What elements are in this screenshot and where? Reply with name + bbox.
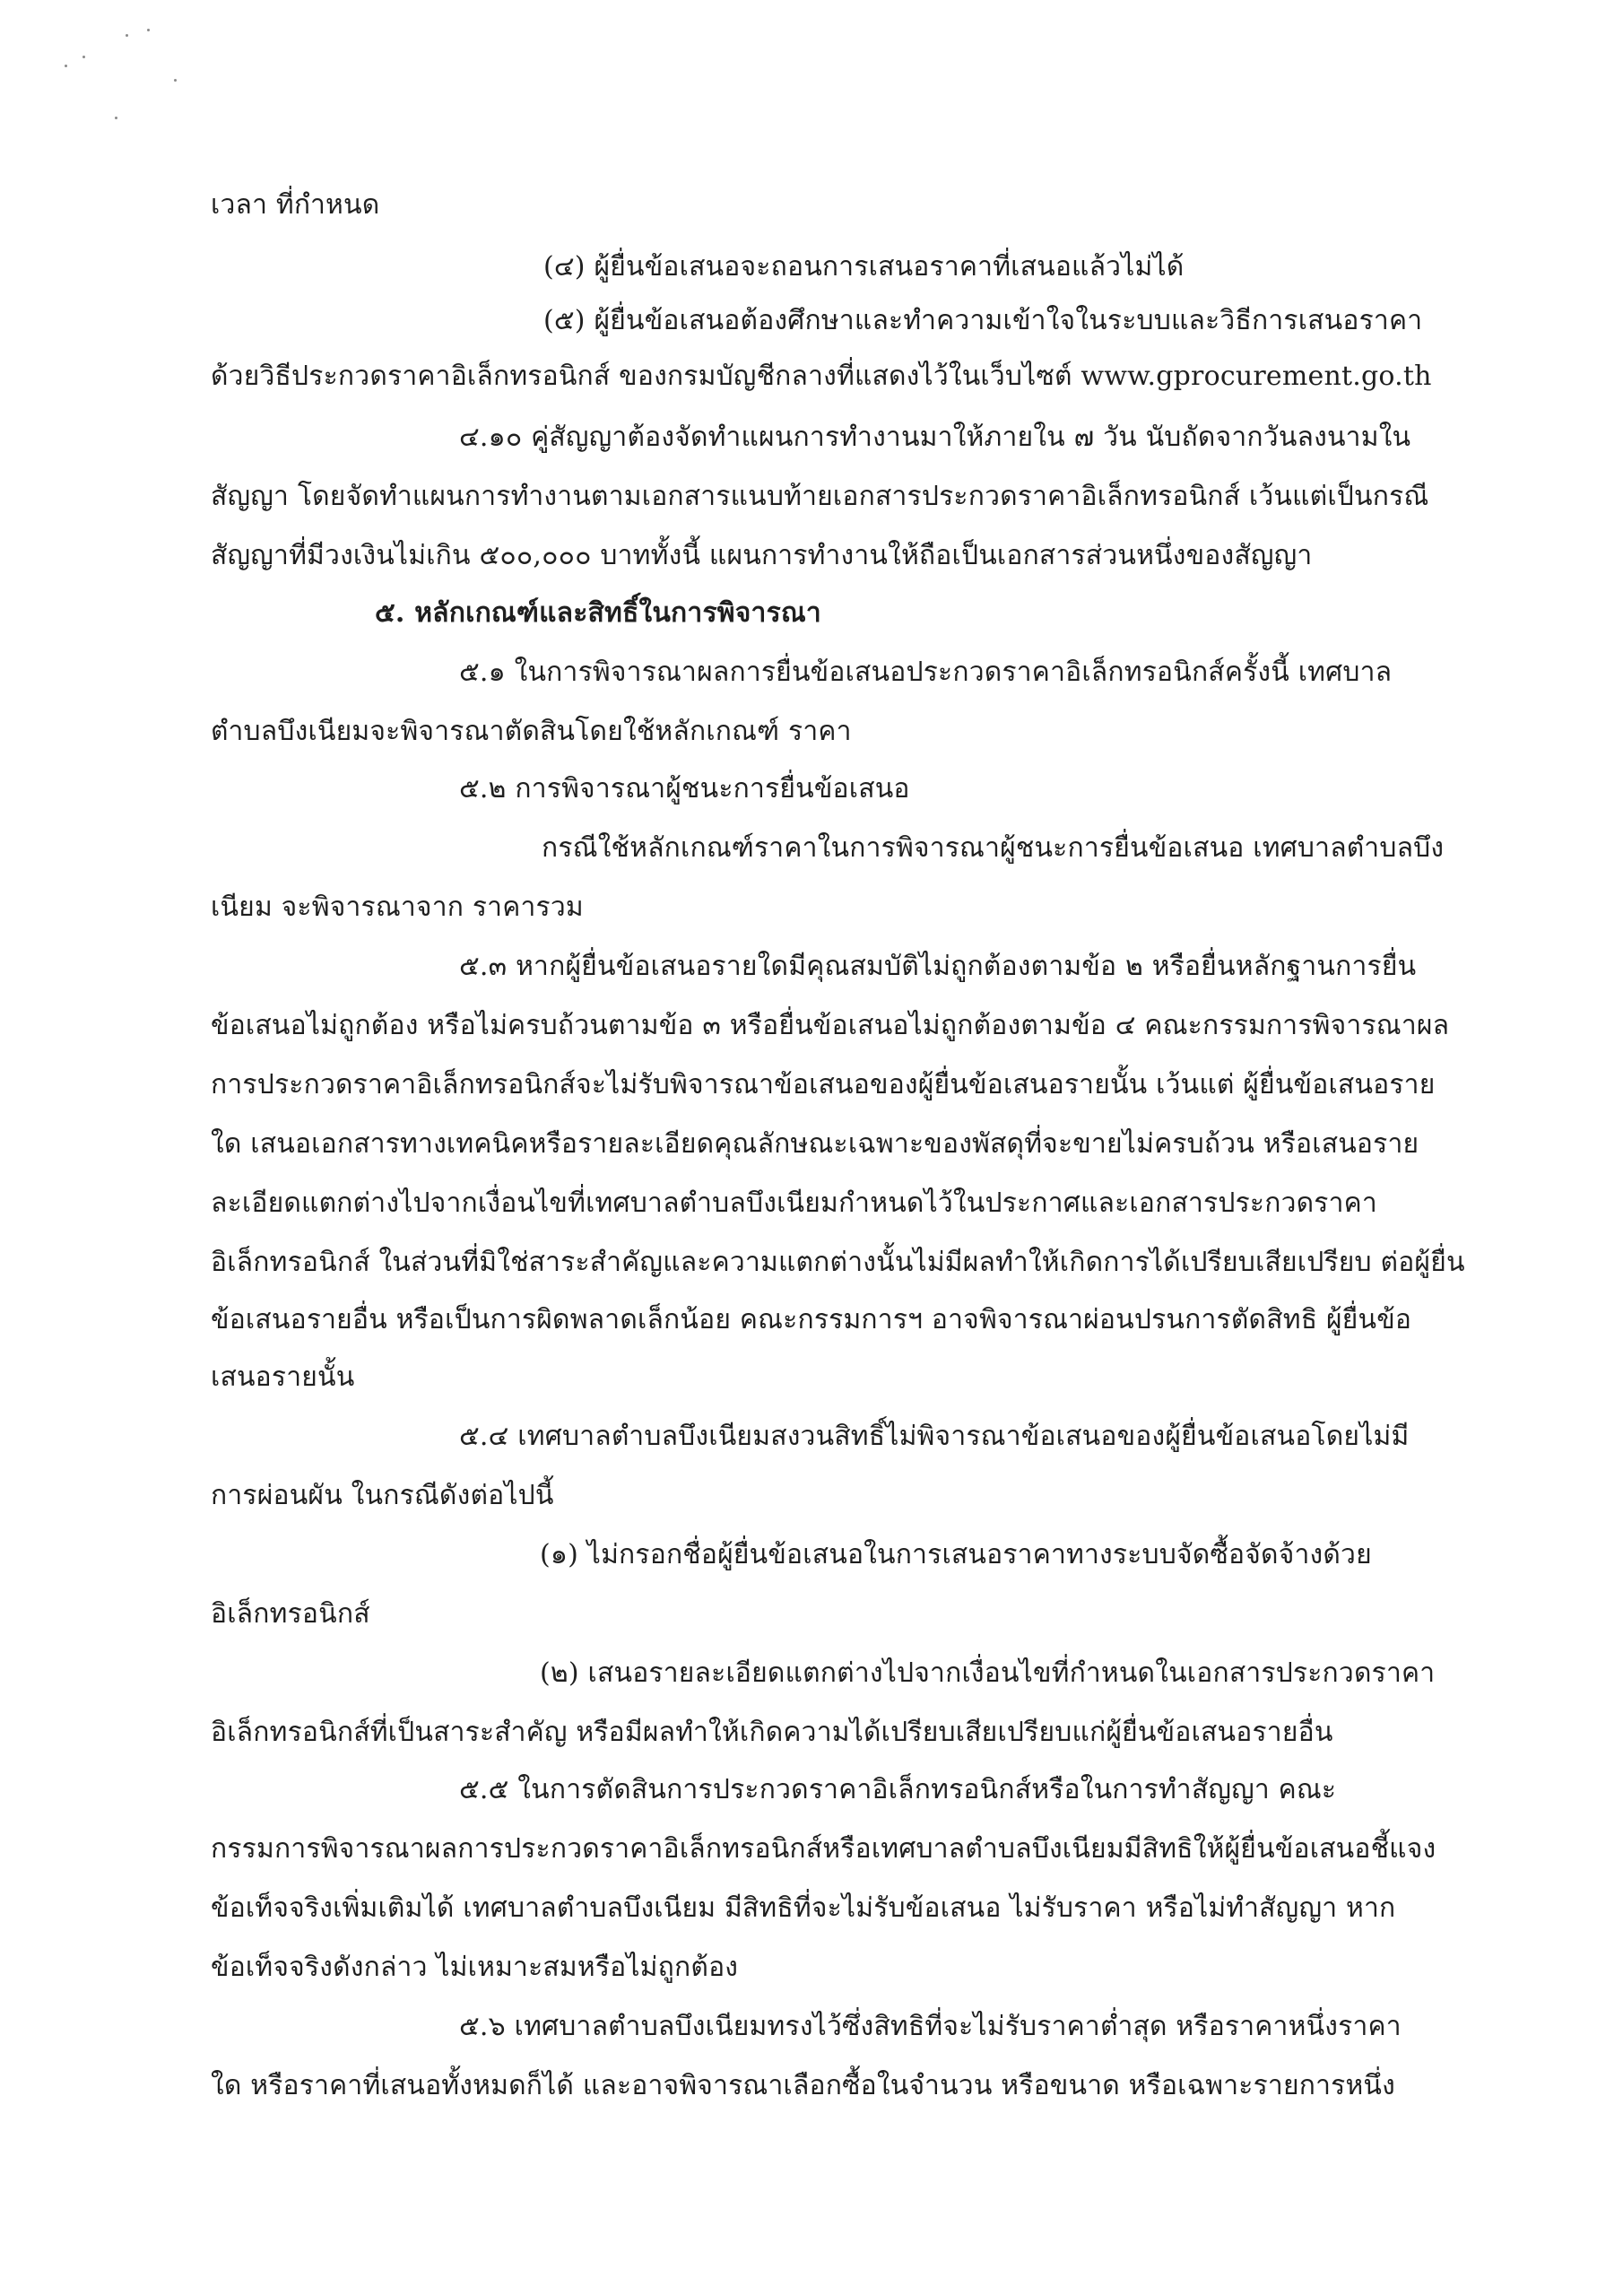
clause-item-2: (๒) เสนอรายละเอียดแตกต่างไปจากเงื่อนไขที่กำหนดในเอกสารประกวดราคา: [540, 1657, 1436, 1689]
clause-item-5: (๕) ผู้ยื่นข้อเสนอต้องศึกษาและทำความเข้าใจในระบบและวิธีการเสนอราคา: [543, 305, 1423, 336]
text-line: ข้อเท็จจริงเพิ่มเติมได้ เทศบาลตำบลบึงเนียม มีสิทธิที่จะไม่รับข้อเสนอ ไม่รับราคา หรือไม่ทำสัญญา หาก: [211, 1892, 1396, 1924]
scan-speck: [174, 79, 177, 82]
clause-5-6: ๕.๖ เทศบาลตำบลบึงเนียมทรงไว้ซึ่งสิทธิที่จะไม่รับราคาต่ำสุด หรือราคาหนึ่งราคา: [459, 2011, 1402, 2042]
text-line: การผ่อนผัน ในกรณีดังต่อไปนี้: [211, 1480, 554, 1511]
text-line: ข้อเท็จจริงดังกล่าว ไม่เหมาะสมหรือไม่ถูกต้อง: [211, 1952, 739, 1983]
text-line: ด้วยวิธีประกวดราคาอิเล็กทรอนิกส์ ของกรมบัญชีกลางที่แสดงไว้ในเว็บไซต์ www.gprocurement.go.th: [211, 361, 1432, 392]
text-line: ตำบลบึงเนียมจะพิจารณาตัดสินโดยใช้หลักเกณฑ์ ราคา: [211, 716, 852, 747]
scan-speck: [147, 29, 150, 31]
scan-speck: [126, 34, 128, 37]
clause-5-2: ๕.๒ การพิจารณาผู้ชนะการยื่นข้อเสนอ: [459, 773, 910, 804]
text-line: ใด เสนอเอกสารทางเทคนิคหรือรายละเอียดคุณลักษณะเฉพาะของพัสดุที่จะขายไม่ครบถ้วน หรือเสนอราย: [211, 1128, 1419, 1160]
clause-5-3: ๕.๓ หากผู้ยื่นข้อเสนอรายใดมีคุณสมบัติไม่ถูกต้องตามข้อ ๒ หรือยื่นหลักฐานการยื่น: [459, 951, 1417, 982]
text-line: ใด หรือราคาที่เสนอทั้งหมดก็ได้ และอาจพิจารณาเลือกซื้อในจำนวน หรือขนาด หรือเฉพาะรายการหนึ่ง: [211, 2070, 1395, 2101]
text-line: เนียม จะพิจารณาจาก ราคารวม: [211, 891, 584, 923]
text-line: อิเล็กทรอนิกส์: [211, 1598, 370, 1630]
text-line: อิเล็กทรอนิกส์ที่เป็นสาระสำคัญ หรือมีผลทำให้เกิดความได้เปรียบเสียเปรียบแก่ผู้ยื่นข้อเสนอรายอื่น: [211, 1717, 1333, 1748]
text-line: อิเล็กทรอนิกส์ ในส่วนที่มิใช่สาระสำคัญและความแตกต่างนั้นไม่มีผลทำให้เกิดการได้เปรียบเสียเปรียบ ต่อผู้ยื่น: [211, 1247, 1465, 1278]
text-line: เวลา ที่กำหนด: [211, 189, 380, 221]
text-line: การประกวดราคาอิเล็กทรอนิกส์จะไม่รับพิจารณาข้อเสนอของผู้ยื่นข้อเสนอรายนั้น เว้นแต่ ผู้ยื่นข้อเสนอราย: [211, 1069, 1436, 1100]
scan-speck: [65, 65, 67, 67]
text-line: สัญญา โดยจัดทำแผนการทำงานตามเอกสารแนบท้ายเอกสารประกวดราคาอิเล็กทรอนิกส์ เว้นแต่เป็นกรณี: [211, 481, 1429, 512]
text-line: เสนอรายนั้น: [211, 1361, 355, 1393]
text-line: สัญญาที่มีวงเงินไม่เกิน ๕๐๐,๐๐๐ บาททั้งนี้ แผนการทำงานให้ถือเป็นเอกสารส่วนหนึ่งของสัญญา: [211, 540, 1313, 571]
clause-4-10: ๔.๑๐ คู่สัญญาต้องจัดทำแผนการทำงานมาให้ภายใน ๗ วัน นับถัดจากวันลงนามใน: [459, 422, 1411, 453]
clause-5-5: ๕.๕ ในการตัดสินการประกวดราคาอิเล็กทรอนิกส์หรือในการทำสัญญา คณะ: [459, 1774, 1337, 1805]
text-line: กรณีใช้หลักเกณฑ์ราคาในการพิจารณาผู้ชนะการยื่นข้อเสนอ เทศบาลตำบลบึง: [542, 832, 1445, 864]
text-line: ข้อเสนอไม่ถูกต้อง หรือไม่ครบถ้วนตามข้อ ๓ หรือยื่นข้อเสนอไม่ถูกต้องตามข้อ ๔ คณะกรรมการพิจารณาผล: [211, 1010, 1450, 1041]
clause-item-4: (๔) ผู้ยื่นข้อเสนอจะถอนการเสนอราคาที่เสนอแล้วไม่ได้: [543, 251, 1185, 283]
clause-5-4: ๕.๔ เทศบาลตำบลบึงเนียมสงวนสิทธิ์ไม่พิจารณาข้อเสนอของผู้ยื่นข้อเสนอโดยไม่มี: [459, 1421, 1410, 1452]
text-line: ข้อเสนอรายอื่น หรือเป็นการผิดพลาดเล็กน้อย คณะกรรมการฯ อาจพิจารณาผ่อนปรนการตัดสิทธิ ผู้ยื่นข้อ: [211, 1304, 1412, 1335]
section-5-heading: ๕. หลักเกณฑ์และสิทธิ์ในการพิจารณา: [375, 597, 821, 629]
scan-speck: [115, 117, 117, 119]
clause-item-1: (๑) ไม่กรอกชื่อผู้ยื่นข้อเสนอในการเสนอราคาทางระบบจัดซื้อจัดจ้างด้วย: [540, 1539, 1372, 1570]
text-line: ละเอียดแตกต่างไปจากเงื่อนไขที่เทศบาลตำบลบึงเนียมกำหนดไว้ในประกาศและเอกสารประกวดราคา: [211, 1187, 1377, 1219]
text-line: กรรมการพิจารณาผลการประกวดราคาอิเล็กทรอนิกส์หรือเทศบาลตำบลบึงเนียมมีสิทธิให้ผู้ยื่นข้อเสนอชี้แจง: [211, 1833, 1436, 1865]
clause-5-1: ๕.๑ ในการพิจารณาผลการยื่นข้อเสนอประกวดราคาอิเล็กทรอนิกส์ครั้งนี้ เทศบาล: [459, 657, 1393, 688]
scan-speck: [82, 56, 85, 58]
